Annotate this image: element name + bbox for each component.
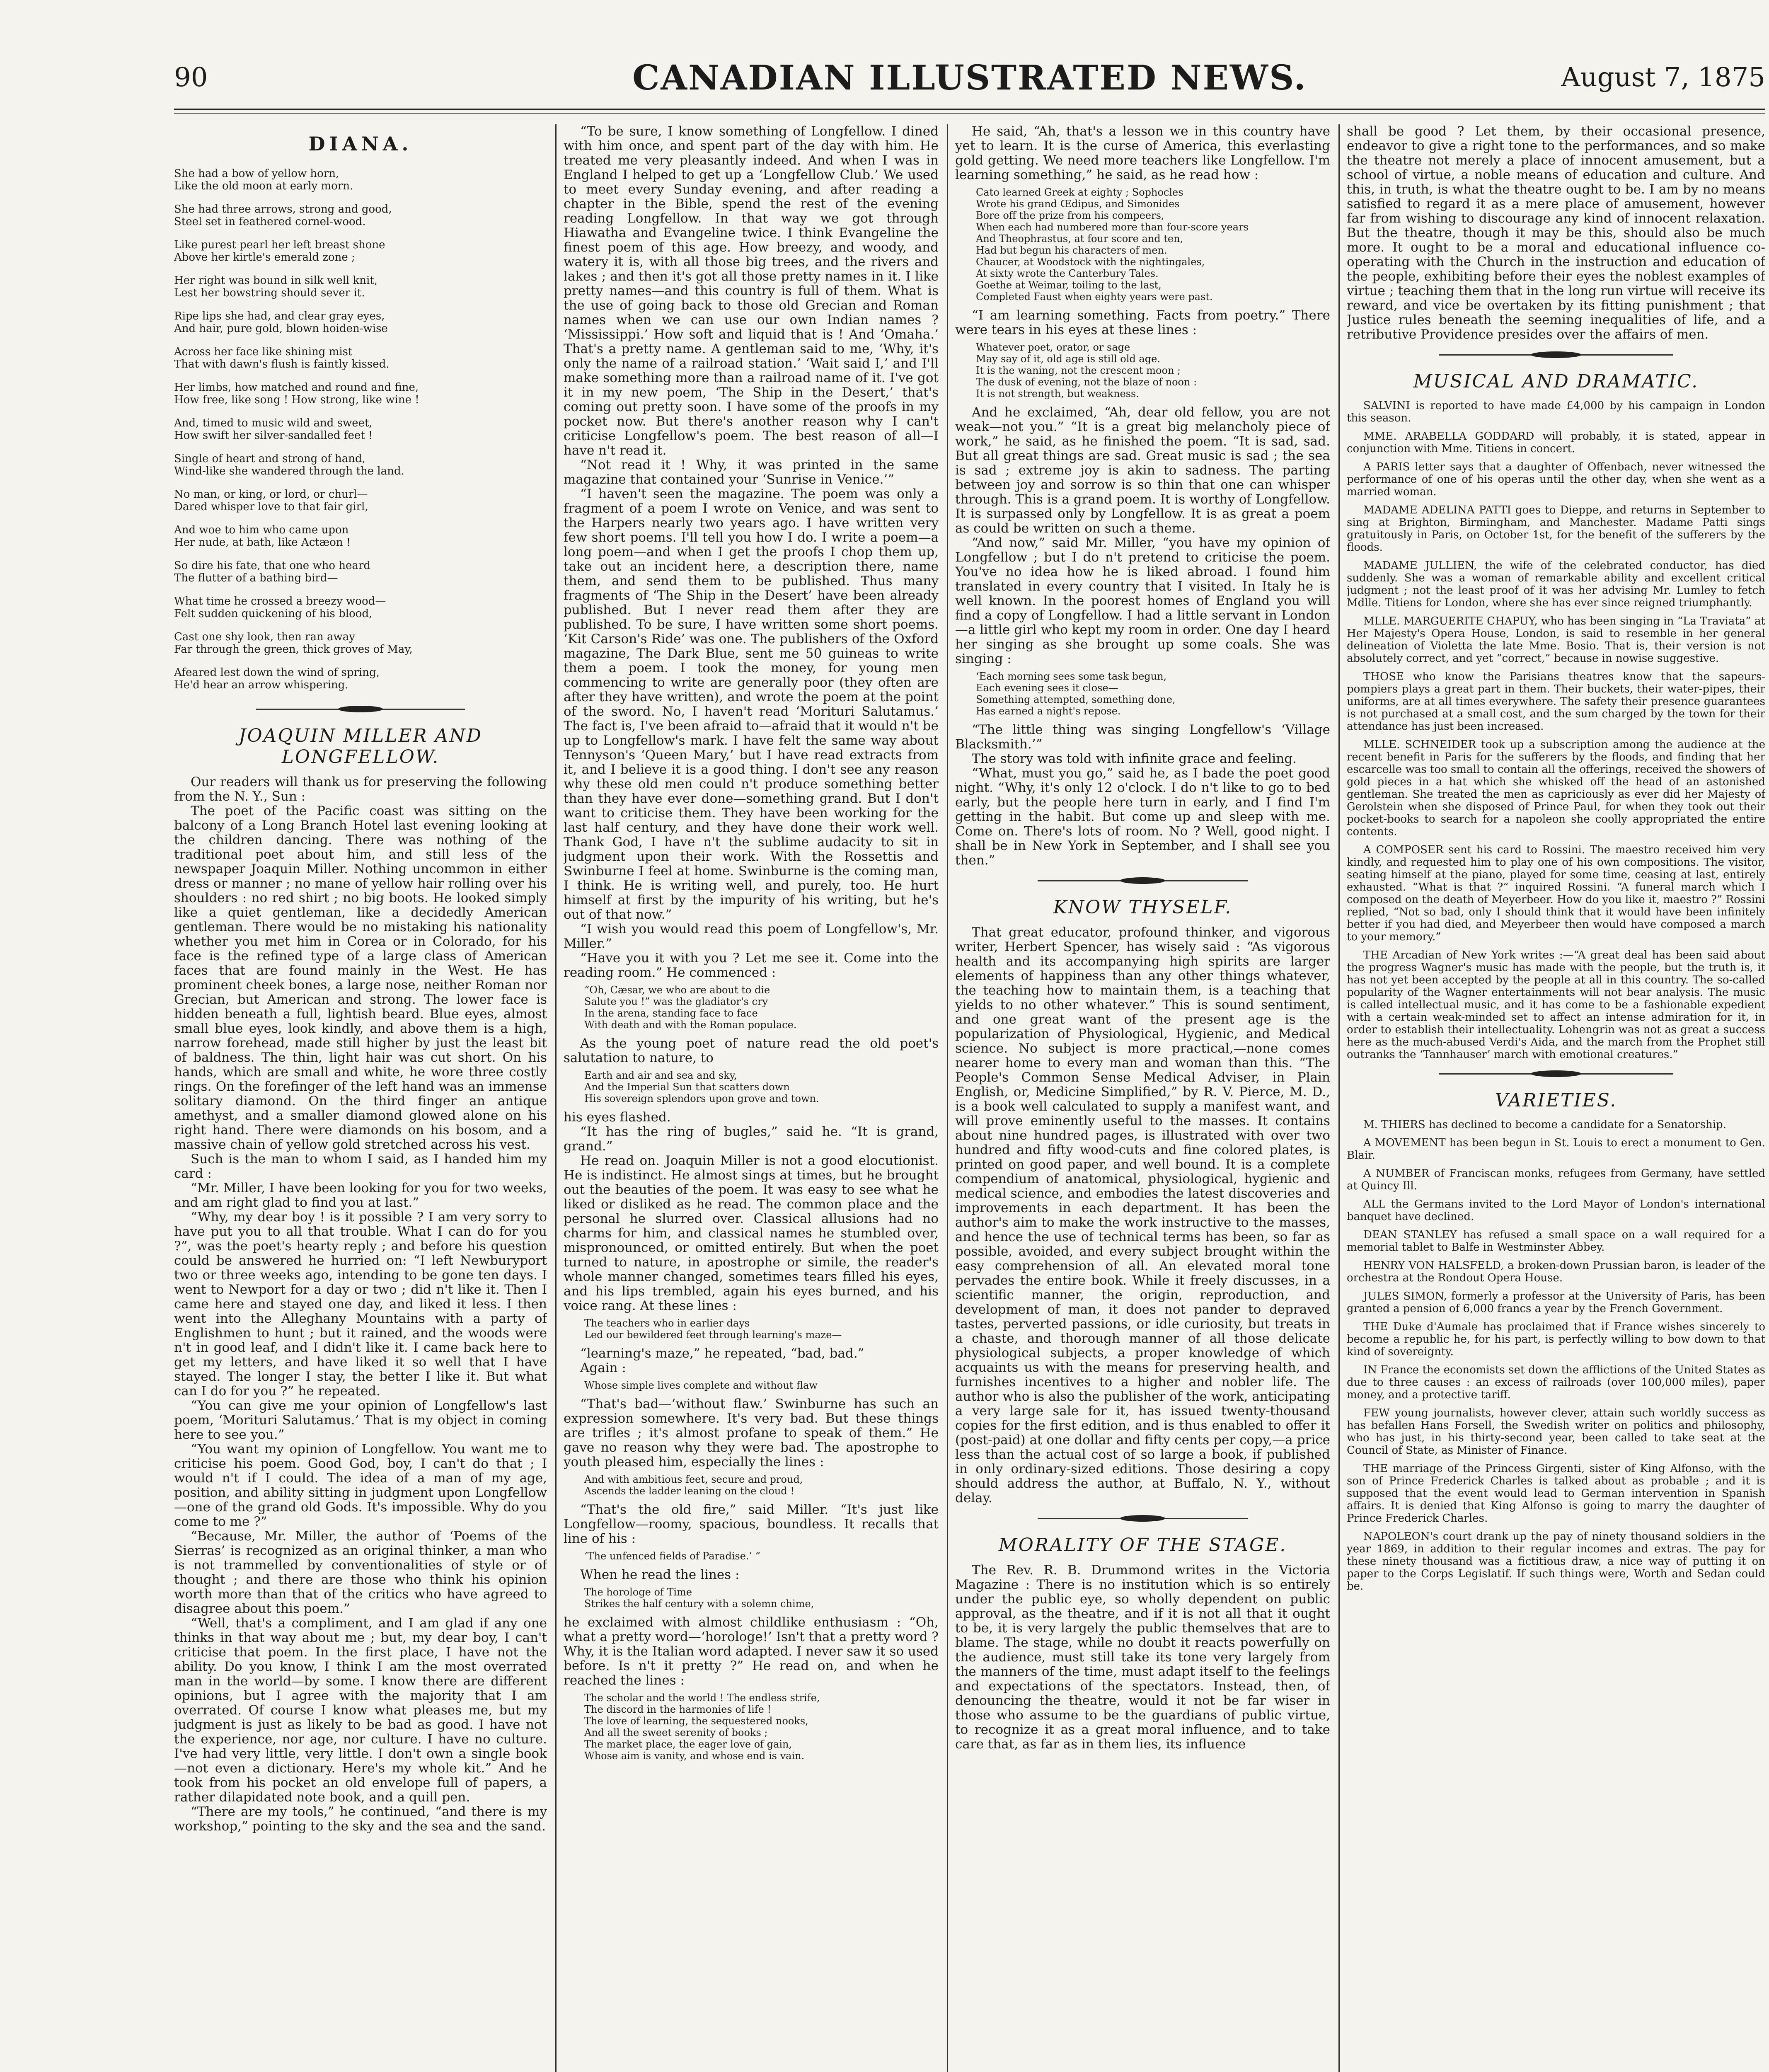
quoted-verse: The scholar and the world ! The endless strife, The discord in the harmonies of life ! The love of learning, the sequestered nooks, And all the sweet serenity of books ; The market place, the eager love of gain, Whose aim is vanity, and whose end is vain.: [584, 1692, 820, 1762]
poem-stanza: She had three arrows, strong and good, Steel set in feathered cornel-wood.: [174, 203, 392, 228]
header-rule-thin: [174, 113, 1765, 114]
paragraph: Such is the man to whom I said, as I handed him my card :: [174, 1152, 547, 1181]
header-rule: [174, 109, 1765, 110]
news-item: A COMPOSER sent his card to Rossini. The maestro received him very kindly, and requested him to play one of his own compositions. The visitor, seating himself at the piano, played for some time, ceasing at last, entirely exhausted. “What is that ?” inquired Rossini. “A funeral march which I composed on the death of Meyerbeer. How do you like it, maestro ?” Rossini replied, “Not so bad, only I should think that it would have been infinitely better if you had died, and Meyerbeer then would have composed a march to your memory.”: [1347, 844, 1765, 943]
news-item: NAPOLEON's court drank up the pay of ninety thousand soldiers in the year 1869, in addition to their regular incomes and extras. The pay for these ninety thousand was a fictitious draw, a nice way of putting it on paper to the Corps Legislatif. If such things were, Worth and Sedan could be.: [1347, 1530, 1765, 1593]
paragraph: “I am learning something. Facts from poetry.” There were tears in his eyes at these lines :: [955, 308, 1330, 337]
section-ornament: [955, 1511, 1330, 1525]
poem-stanza: Her limbs, how matched and round and fine, How free, like song ! How strong, like wine !: [174, 381, 419, 406]
page-number: 90: [174, 62, 208, 93]
paragraph: he exclaimed with almost childlike enthusiasm : “Oh, what a pretty word—‘horologe!’ Isn't that a pretty word ? Why, it is the Italian word adapted. I never saw it so used before. Is n't it pretty ?” He read on, and when he reached the lines :: [564, 1615, 939, 1688]
news-item: A NUMBER of Franciscan monks, refugees from Germany, have settled at Quincy Ill.: [1347, 1167, 1765, 1192]
paragraph: He said, “Ah, that's a lesson we in this country have yet to learn. It is the curse of America, this everlasting gold getting. We need more teachers like Longfellow. I'm learning something,” he said, as he read how :: [955, 124, 1330, 182]
paragraph: “learning's maze,” he repeated, “bad, bad.”: [580, 1346, 864, 1361]
paragraph: He read on. Joaquin Miller is not a good elocutionist. He is indistinct. He almost sings at times, but he brought out the beauties of the poem. It was easy to see what he liked or disliked as he read. The common place and the personal he slurred over. Classical allusions had no charms for him, and classical names he stumbled over, mispronounced, or omitted entirely. But when the poet turned to nature, in apostrophe or simile, the reader's whole manner changed, sometimes tears filled his eyes, and his lips trembled, again his eyes burned, and his voice rang. At these lines :: [564, 1153, 939, 1313]
news-item: M. THIERS has declined to become a candidate for a Senatorship.: [1363, 1118, 1726, 1131]
varieties-items: [1347, 1118, 1765, 1593]
poem-stanza: What time he crossed a breezy wood— Felt sudden quickening of his blood,: [174, 595, 386, 620]
paragraph: “It has the ring of bugles,” said he. “It is grand, grand.”: [564, 1124, 939, 1154]
quoted-verse: Whatever poet, orator, or sage May say of it, old age is still old age. It is the waning, not the crescent moon ; The dusk of evening, not the blaze of noon : It is not strength, but weakness.: [976, 341, 1197, 399]
issue-date: August 7, 1875: [1561, 62, 1765, 93]
article-title-know-thyself: KNOW THYSELF.: [1053, 897, 1232, 918]
poem-stanza: Across her face like shining mist That with dawn's flush is faintly kissed.: [174, 346, 390, 370]
poem-stanza: Cast one shy look, then ran away Far through the green, thick groves of May,: [174, 631, 413, 656]
paragraph: “Why, my dear boy ! is it possible ? I am very sorry to have put you to all that trouble. What I can do for you ?”, was the poet's hearty reply ; and before his question could be answered he hurried on: “I left Newburyport two or three weeks ago, intending to be gone ten days. I went to Newport for a day or two ; did n't like it. Then I came here and stayed one day, and liked it less. I then went into the Alleghany Mountains with a party of Englishmen to hunt ; but it rained, and the woods were n't in good leaf, and I didn't like it. I came back here to get my letters, and have liked it so well that I have stayed. The longer I stay, the better I like it. But what can I do for you ?” he repeated.: [174, 1210, 547, 1399]
paragraph: The Rev. R. B. Drummond writes in the Victoria Magazine : There is no institution which is so entirely under the public eye, so wholly dependent on public approval, as the theatre, and if it is not all that it ought to be, it is very largely the public themselves that are to blame. The stage, while no doubt it reacts powerfully on the audience, must still take its tone very largely from the manners of the time, must adapt itself to the feelings and expectations of the spectators. Instead, then, of denouncing the theatre, would it not be far wiser in those who assume to be the guardians of public virtue, to recognize it as a great moral influence, and to take care that, as far as in them lies, its influence: [955, 1563, 1330, 1752]
paragraph: “Not read it ! Why, it was printed in the same magazine that contained your ‘Sunrise in Venice.’”: [564, 457, 939, 487]
news-item: IN France the economists set down the afflictions of the United States as due to three causes : an excess of railroads (over 100,000 miles), paper money, and a protective tariff.: [1347, 1364, 1765, 1401]
section-title-varieties: VARIETIES.: [1495, 1090, 1617, 1111]
section-ornament: [1347, 348, 1765, 362]
news-item: THOSE who know the Parisians theatres know that the sapeurs-pompiers plays a great part in them. Their buckets, their water-pipes, their uniforms, are at all times everywhere. The safety their presence guarantees is not purchased at a small cost, and the sum charged by the town for their attendance has just been increased.: [1347, 670, 1765, 733]
diana-poem: [174, 167, 547, 691]
news-item: A PARIS letter says that a daughter of Offenbach, never witnessed the performance of one of his operas until the other day, when she went as a married woman.: [1347, 461, 1765, 498]
quoted-verse: Whose simple lives complete and without flaw: [584, 1380, 818, 1391]
news-item: MADAME JULLIEN, the wife of the celebrated conductor, has died suddenly. She was a woman of remarkable ability and excellent critical judgment ; not the least proof of it was her advising Mr. Lumley to fetch Mdlle. Titiens for London, where she has ever since reigned triumphantly.: [1347, 559, 1765, 609]
page-header: [174, 58, 1765, 108]
news-item: MLLE. MARGUERITE CHAPUY, who has been singing in “La Traviata” at Her Majesty's Opera House, London, is said to resemble in her general delineation of Violetta the late Mme. Bosio. That is, their version is not absolutely correct, and yet “correct,” because in nowise suggestive.: [1347, 615, 1765, 665]
column-rule: [1338, 124, 1340, 2072]
poem-stanza: Single of heart and strong of hand, Wind-like she wandered through the land.: [174, 453, 404, 477]
poem-stanza: Her right was bound in silk well knit, Lest her bowstring should sever it.: [174, 274, 378, 299]
paragraph: The poet of the Pacific coast was sitting on the balcony of a Long Branch Hotel last evening looking at the children dancing. There was nothing of the traditional poet about him, and still less of the newspaper Joaquin Miller. Nothing uncommon in either dress or manner ; no mane of yellow hair rolling over his shoulders : no red shirt ; no big boots. He looked simply like a quiet gentleman, like a decidedly American gentleman. There would be no mistaking his nationality whether you met him in Corea or in Colorado, for his face is the refined type of a large class of American faces that are found mainly in the West. He has prominent cheek bones, a large nose, neither Roman nor Grecian, but American and strong. The lower face is hidden beneath a full, lightish beard. Blue eyes, almost small blue eyes, look kindly, and above them is a high, narrow forehead, made still higher by just the least bit of baldness. The thin, light hair was cut short. On his hands, which are small and white, he wore three costly rings. On the forefinger of the left hand was an immense solitary diamond. On the third finger an antique amethyst, and a smaller diamond glowed alone on his right hand. There were diamonds on his bosom, and a massive chain of yellow gold stretched across his vest.: [174, 804, 547, 1152]
news-item: FEW young journalists, however clever, attain such worldly success as has befallen Hans Forsell, the Swedish writer on politics and philosophy, who has just, in his thirty-second year, been called to take seat at the Council of State, as Minister of Finance.: [1347, 1407, 1765, 1457]
poem-stanza: Like purest pearl her left breast shone Above her kirtle's emerald zone ;: [174, 239, 385, 264]
article-body-morality: [955, 1563, 1330, 1752]
paragraph: “I wish you would read this poem of Longfellow's, Mr. Miller.”: [564, 922, 939, 951]
news-item: THE marriage of the Princess Girgenti, sister of King Alfonso, with the son of Prince Frederick Charles is talked about as probable ; and it is supposed that the event would lead to German intervention in Spanish affairs. It is denied that King Alfonso is going to marry the daughter of Prince Frederick Charles.: [1347, 1462, 1765, 1525]
news-item: MLLE. SCHNEIDER took up a subscription among the audience at the recent benefit in Paris for the sufferers by the floods, and finding that her escarcelle was too small to contain all the offerings, received the showers of gold pieces in a hat which she whisked off the head of an astonished gentleman. She treated the men as capriciously as ever did her Majesty of Gerolstein when she disposed of Prince Paul, for when they took out their pocket-books to search for a napoleon she coolly appropriated the entire contents.: [1347, 738, 1765, 838]
paragraph: “You want my opinion of Longfellow. You want me to criticise his poem. Good God, boy, I can't do that ; I would n't if I could. The idea of a man of my age, position, and ability sitting in judgment upon Longfellow—one of the grand old Gods. It's impossible. Why do you come to me ?”: [174, 1442, 547, 1529]
column-rule: [947, 124, 948, 2072]
paragraph: Again :: [580, 1360, 626, 1375]
quoted-verse: “Oh, Cæsar, we who are about to die Salute you !” was the gladiator's cry In the arena, standing face to face With death and with the Roman populace.: [584, 984, 797, 1031]
news-item: A MOVEMENT has been begun in St. Louis to erect a monument to Gen. Blair.: [1347, 1137, 1765, 1162]
article-continued: [955, 124, 1330, 868]
paragraph: “That's the old fire,” said Miller. “It's just like Longfellow—roomy, spacious, boundless. It recalls that line of his :: [564, 1502, 939, 1546]
article-title-miller: JOAQUIN MILLER AND LONGFELLOW.: [238, 725, 483, 767]
paragraph: “What, must you go,” said he, as I bade the poet good night. “Why, it's only 12 o'clock. I do n't like to go to bed early, but the people here turn in early, and I find I'm getting in the habit. But come up and sleep with me. Come on. There's lots of room. No ? Well, good night. I shall be in New York in September, and I shall see you then.”: [955, 766, 1330, 868]
poem-stanza: And woe to him who came upon Her nude, at bath, like Actæon !: [174, 524, 351, 549]
poem-title: DIANA.: [308, 133, 413, 155]
poem-stanza: So dire his fate, that one who heard The flutter of a bathing bird—: [174, 559, 371, 584]
paragraph: “Have you it with you ? Let me see it. Come into the reading room.” He commenced :: [564, 951, 939, 980]
article-title-morality: MORALITY OF THE STAGE.: [998, 1535, 1287, 1556]
paragraph: “Well, that's a compliment, and I am glad if any one thinks in that way about me ; but, my dear boy, I can't criticise that poem. In the first place, I have not the ability. Do you know, I think I am the most overrated man in the world—by some. I know there are different opinions, but I agree with the majority that I am overrated. Of course I know what pleases me, but my judgment is just as likely to be bad as good. I have not the experience, nor age, nor culture. I have no culture. I've had very little, very little. I don't own a single book—not even a dictionary. Here's my whole kit.” And he took from his pocket an old envelope full of papers, a rather dilapidated note book, and a quill pen.: [174, 1616, 547, 1805]
section-ornament: [955, 874, 1330, 888]
section-ornament: [1347, 1067, 1765, 1081]
news-item: JULES SIMON, formerly a professor at the University of Paris, has been granted a pension of 6,000 francs a year by the French Government.: [1347, 1290, 1765, 1315]
masthead: CANADIAN ILLUSTRATED NEWS.: [632, 58, 1307, 98]
paragraph: his eyes flashed.: [564, 1110, 671, 1125]
column-4: [1347, 124, 1765, 2072]
poem-stanza: No man, or king, or lord, or churl— Dared whisper love to that fair girl,: [174, 488, 368, 513]
paragraph: And he exclaimed, “Ah, dear old fellow, you are not weak—not you.” “It is a great big melancholy piece of work,” he said, as he finished the poem. “It is sad, sad. But all great things are sad. Great music is sad ; the sea is sad ; extreme joy is akin to sadness. The parting between joy and sorrow is so thin that one can whisper through. This is a grand poem. It is worthy of Longfellow. It is surpassed only by Longfellow. It is as great a poem as could be written on such a theme.: [955, 405, 1330, 536]
paragraph: When he read the lines :: [580, 1567, 740, 1582]
news-item: THE Duke d'Aumale has proclaimed that if France wishes sincerely to become a republic he, for his part, is perfectly willing to bow down to that kind of sovereignty.: [1347, 1321, 1765, 1358]
quoted-verse: Cato learned Greek at eighty ; Sophocles Wrote his grand Œdipus, and Simonides Bore off the prize from his compeers, When each had numbered more than four-score years And Theophrastus, at four score and ten, Had but begun his characters of men. Chaucer, at Woodstock with the nightingales, At sixty wrote the Canterbury Tales. Goethe at Weimar, toiling to the last, Completed Faust when eighty years were past.: [976, 186, 1249, 303]
poem-stanza: And, timed to music wild and sweet, How swift her silver-sandalled feet !: [174, 417, 373, 442]
news-item: MME. ARABELLA GODDARD will probably, it is stated, appear in conjunction with Mme. Titiens in concert.: [1347, 430, 1765, 455]
section-title-musical: MUSICAL AND DRAMATIC.: [1413, 371, 1699, 392]
paragraph: shall be good ? Let them, by their occasional presence, endeavor to give a right tone to the performances, and so make the theatre not merely a place of innocent amusement, but a school of virtue, a noble means of education and culture. And this, in truth, is what the theatre ought to be. I am by no means satisfied to regard it as a mere place of amusement, however far from wishing to discourage any kind of innocent relaxation. But the theatre, though it may be this, should also be much more. It ought to be a moral and educational influence co-operating with the Church in the instruction and education of the people, exhibiting before their eyes the noblest examples of virtue ; teaching them that in the long run virtue will receive its reward, and vice be overtaken by its fitting punishment ; that Justice rules beneath the seeming inequalities of life, and a retributive Providence presides over the affairs of men.: [1347, 124, 1765, 342]
paragraph: “Mr. Miller, I have been looking for you for two weeks, and am right glad to find you at last.”: [174, 1181, 547, 1210]
paragraph: “I haven't seen the magazine. The poem was only a fragment of a poem I wrote on Venice, and was sent to the Harpers nearly two years ago. I have written very few short poems. I'll tell you how I do. I write a poem—a long poem—and when I get the proofs I chop them up, take out an incident here, a description there, name them, and send them to be published. Thus many fragments of ‘The Ship in the Desert’ have been already published. But I never read them after they are published. To be sure, I have written some short poems. ‘Kit Carson's Ride’ was one. The publishers of the Oxford magazine, The Dark Blue, sent me 50 guineas to write them a poem. I took the money, for young men commencing to write are generally poor (they often are after they have written), and wrote the poem at the point of the sword. No, I haven't read ‘Morituri Salutamus.’ The fact is, I've been afraid to—afraid that it would n't be up to Longfellow's mark. I have felt the same way about Tennyson's ‘Queen Mary,’ but I have read extracts from it, and I believe it is a good thing. I don't see any reason why these old men could n't produce something better than they have ever done—something grand. But I don't want to criticise them. They have been working for the last half century, and they have done their work well. Thank God, I have n't the sublime audacity to sit in judgment upon their work. With the Rossettis and Swinburne I feel at home. Swinburne is the coming man, I think. He is writing well, and purely, too. He hurt himself at first by the impurity of his writing, but he's out of that now.”: [564, 487, 939, 922]
column-1: [174, 124, 547, 2072]
poem-stanza: She had a bow of yellow horn, Like the old moon at early morn.: [174, 167, 353, 192]
paragraph: “And now,” said Mr. Miller, “you have my opinion of Longfellow ; but I do n't pretend to criticise the poem. You've no idea how he is liked abroad. I found him translated in every country that I visited. In Italy he is well known. In the poorest homes of England you will find a copy of Longfellow. I had a little servant in London—a little girl who kept my room in order. One day I heard her singing as she brought up some coals. She was singing :: [955, 535, 1330, 666]
quoted-verse: ‘Each morning sees some task begun, Each evening sees it close— Something attempted, something done, Has earned a night's repose.: [976, 670, 1176, 717]
news-item: DEAN STANLEY has refused a small space on a wall required for a memorial tablet to Balfe in Westminster Abbey.: [1347, 1229, 1765, 1254]
news-item: SALVINI is reported to have made £4,000 by his campaign in London this season.: [1347, 399, 1765, 424]
musical-items: [1347, 399, 1765, 1061]
article-continued: [1347, 124, 1765, 342]
quoted-verse: The teachers who in earlier days Led our bewildered feet through learning's maze—: [584, 1317, 842, 1341]
column-2: [564, 124, 939, 2072]
paragraph: Our readers will thank us for preserving the following from the N. Y., Sun :: [174, 775, 547, 804]
news-item: HENRY VON HALSFELD, a broken-down Prussian baron, is leader of the orchestra at the Rondout Opera House.: [1347, 1259, 1765, 1284]
article-body-miller: [174, 775, 547, 1834]
paragraph: That great educator, profound thinker, and vigorous writer, Herbert Spencer, has wisely said : “As vigorous health and its accompanying high spirits are larger elements of happiness than any other things whatever, the teaching how to maintain them, is a teaching that yields to no other whatever.” This is sound sentiment, and one great want of the present age is the popularization of Physiological, Hygienic, and Medical science. No subject is more practical,—none comes nearer home to every man and woman than this. “The People's Common Sense Medical Adviser, in Plain English, or, Medicine Simplified,” by R. V. Pierce, M. D., is a book well calculated to supply a manifest want, and will prove eminently useful to the masses. It contains about nine hundred pages, is illustrated with over two hundred and fifty wood-cuts and fine colored plates, is printed on good paper, and well bound. It is a complete compendium of anatomical, physiological, hygienic and medical science, and embodies the latest discoveries and improvements in each department. It has been the author's aim to make the work instructive to the masses, and hence the use of technical terms has been, so far as possible, avoided, and every subject brought within the easy comprehension of all. An elevated moral tone pervades the entire book. While it freely discusses, in a scientific manner, the origin, reproduction, and development of man, it does not pander to depraved tastes, perverted passions, or idle curiosity, but treats in a chaste, and thorough manner of all those delicate physiological subjects, a proper knowledge of which acquaints us with the means for preserving health, and furnishes incentives to a higher and nobler life. The author who is also the publisher of the work, anticipating a very large sale for it, has issued twenty-thousand copies for the first edition, and is thus enabled to offer it (post-paid) at one dollar and fifty cents per copy,—a price less than the actual cost of so large a book, if published in only ordinary-sized editions. Those desiring a copy should address the author, at Buffalo, N. Y., without delay.: [955, 925, 1330, 1506]
news-item: ALL the Germans invited to the Lord Mayor of London's international banquet have declined.: [1347, 1198, 1765, 1223]
article-continued: [564, 124, 939, 1762]
poem-stanza: Ripe lips she had, and clear gray eyes, And hair, pure gold, blown hoiden-wise: [174, 310, 388, 335]
quoted-verse: Earth and air and sea and sky, And the Imperial Sun that scatters down His sovereign splendors upon grove and town.: [584, 1070, 819, 1104]
article-body-know-thyself: [955, 925, 1330, 1506]
paragraph: The story was told with infinite grace and feeling.: [972, 751, 1297, 766]
paragraph: “You can give me your opinion of Longfellow's last poem, ‘Morituri Salutamus.’ That is my object in coming here to see you.”: [174, 1398, 547, 1442]
quoted-verse: The horologe of Time Strikes the half century with a solemn chime,: [584, 1586, 814, 1610]
paragraph: “Because, Mr. Miller, the author of ‘Poems of the Sierras’ is recognized as an original thinker, a man who is not trammelled by conventionalities of style or of thought ; and there are those who think his opinion worth more than that of the critics who have agreed to disagree about this poem.”: [174, 1529, 547, 1616]
paragraph: “That's bad—‘without flaw.’ Swinburne has such an expression somewhere. It's very bad. But these things are trifles ; it's almost profane to speak of them.” He gave no reason why they were bad. The apostrophe to youth pleased him, especially the lines :: [564, 1397, 939, 1469]
paragraph: As the young poet of nature read the old poet's salutation to nature, to: [564, 1036, 939, 1065]
paragraph: “There are my tools,” he continued, “and there is my workshop,” pointing to the sky and the sea and the sand.: [174, 1804, 547, 1834]
news-item: THE Arcadian of New York writes :—“A great deal has been said about the progress Wagner's music has made with the people, but the truth is, it has not yet been accepted by the people at all in this country. The so-called popularity of the Wagner entertainments will not bear analysis. The music is called intellectual music, and it has come to be a fashionable expedient with a certain weak-minded set to affect an intense admiration for it, in order to establish their intellectuality. Lohengrin was not as great a success here as the much-abused Verdi's Aida, and the march from the Prophet still outranks the ‘Tannhauser’ march with emotional creatures.”: [1347, 949, 1765, 1061]
quoted-verse: And with ambitious feet, secure and proud, Ascends the ladder leaning on the cloud !: [584, 1474, 803, 1497]
paragraph: “To be sure, I know something of Longfellow. I dined with him once, and spent part of the day with him. He treated me very pleasantly indeed. And when I was in England I helped to get up a ‘Longfellow Club.’ We used to meet every Sunday evening, and after reading a chapter in the Bible, spend the rest of the evening reading Longfellow. In that way we got through Hiawatha and Evangeline twice. I think Evangeline the finest poem of this age. How breezy, and woody, and watery it is, with all those big trees, and the rivers and lakes ; and then it's got all those pretty names in it. I like pretty names—and this country is full of them. What is the use of going back to those old Grecian and Roman names when we can use our own Indian names ? ‘Mississippi.’ How soft and liquid that is ! And ‘Omaha.’ That's a pretty name. A gentleman said to me, ‘Why, it's only the name of a railroad station.’ ‘Wait said I,’ and I'll make something more than a railroad name of it. I've got it in my new poem, ‘The Ship in the Desert,’ that's coming out pretty soon. I have some of the proofs in my pocket now. But there's another reason why I can't criticise Longfellow's poem. The best reason of all—I have n't read it.: [564, 124, 939, 458]
column-3: [955, 124, 1330, 2072]
column-rule: [555, 124, 557, 2072]
quoted-verse: ‘The unfenced fields of Paradise.’ ”: [584, 1550, 761, 1562]
news-item: MADAME ADELINA PATTI goes to Dieppe, and returns in September to sing at Brighton, Birmingham, and Manchester. Madame Patti sings gratuitously in Paris, on October 1st, for the benefit of the sufferers by the floods.: [1347, 504, 1765, 554]
paragraph: “The little thing was singing Longfellow's ‘Village Blacksmith.’”: [955, 722, 1330, 752]
section-ornament: [174, 702, 547, 716]
poem-stanza: Afeared lest down the wind of spring, He'd hear an arrow whispering.: [174, 666, 380, 691]
